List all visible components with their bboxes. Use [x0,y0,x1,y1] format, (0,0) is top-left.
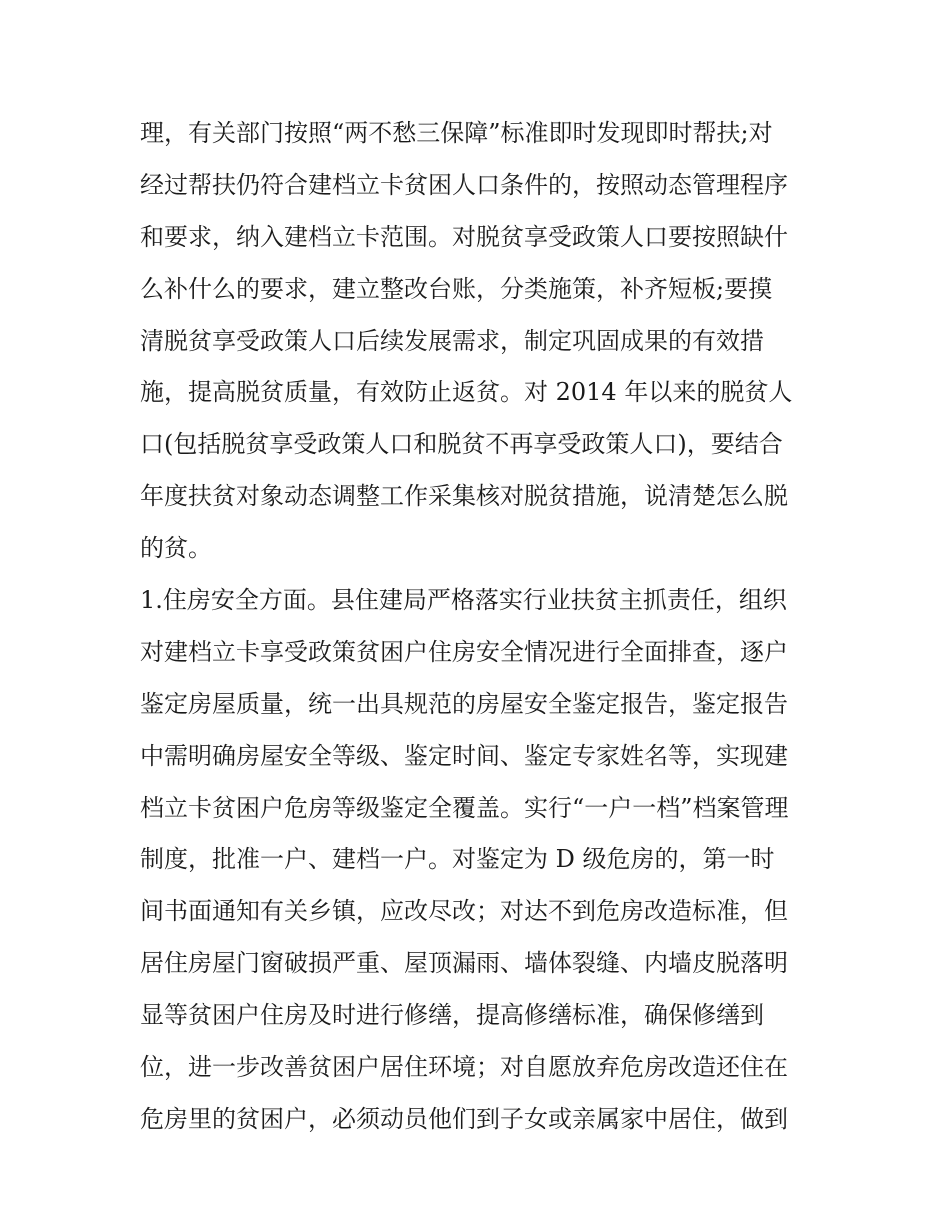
text-line: 危房里的贫困户，必须动员他们到子女或亲属家中居住，做到 [140,1104,788,1133]
text-line: 经过帮扶仍符合建档立卡贫困人口条件的，按照动态管理程序 [140,170,788,199]
text-line: 制度，批准一户、建档一户。对鉴定为 D 级危房的，第一时 [140,845,775,874]
text-line: 位，进一步改善贫困户居住环境；对自愿放弃危房改造还住在 [140,1053,788,1082]
text-line: 理，有关部门按照“两不愁三保障”标准即时发现即时帮扶;对 [140,119,773,147]
text-line: 口(包括脱贫享受政策人口和脱贫不再享受政策人口)，要结合 [140,430,783,459]
text-line: 1.住房安全方面。县住建局严格落实行业扶贫主抓责任，组织 [140,586,787,615]
text-line: 年度扶贫对象动态调整工作采集核对脱贫措施，说清楚怎么脱 [140,482,788,511]
text-line: 的贫。 [140,534,212,563]
text-line: 和要求，纳入建档立卡范围。对脱贫享受政策人口要按照缺什 [140,222,788,251]
text-line: 中需明确房屋安全等级、鉴定时间、鉴定专家姓名等，实现建 [140,741,788,770]
body-text [140,108,830,1146]
text-line: 间书面通知有关乡镇，应改尽改；对达不到危房改造标准，但 [140,897,788,926]
text-line: 对建档立卡享受政策贫困户住房安全情况进行全面排查，逐户 [140,637,788,666]
text-line: 鉴定房屋质量，统一出具规范的房屋安全鉴定报告，鉴定报告 [140,689,788,718]
text-line: 居住房屋门窗破损严重、屋顶漏雨、墙体裂缝、内墙皮脱落明 [140,949,788,978]
text-line: 么补什么的要求，建立整改台账，分类施策，补齐短板;要摸 [140,274,773,303]
text-line: 清脱贫享受政策人口后续发展需求，制定巩固成果的有效措 [140,326,764,355]
text-line: 施，提高脱贫质量，有效防止返贫。对 2014 年以来的脱贫人 [140,378,793,407]
text-line: 档立卡贫困户危房等级鉴定全覆盖。实行“一户一档”档案管理 [140,793,789,822]
text-line: 显等贫困户住房及时进行修缮，提高修缮标准，确保修缮到 [140,1001,764,1030]
